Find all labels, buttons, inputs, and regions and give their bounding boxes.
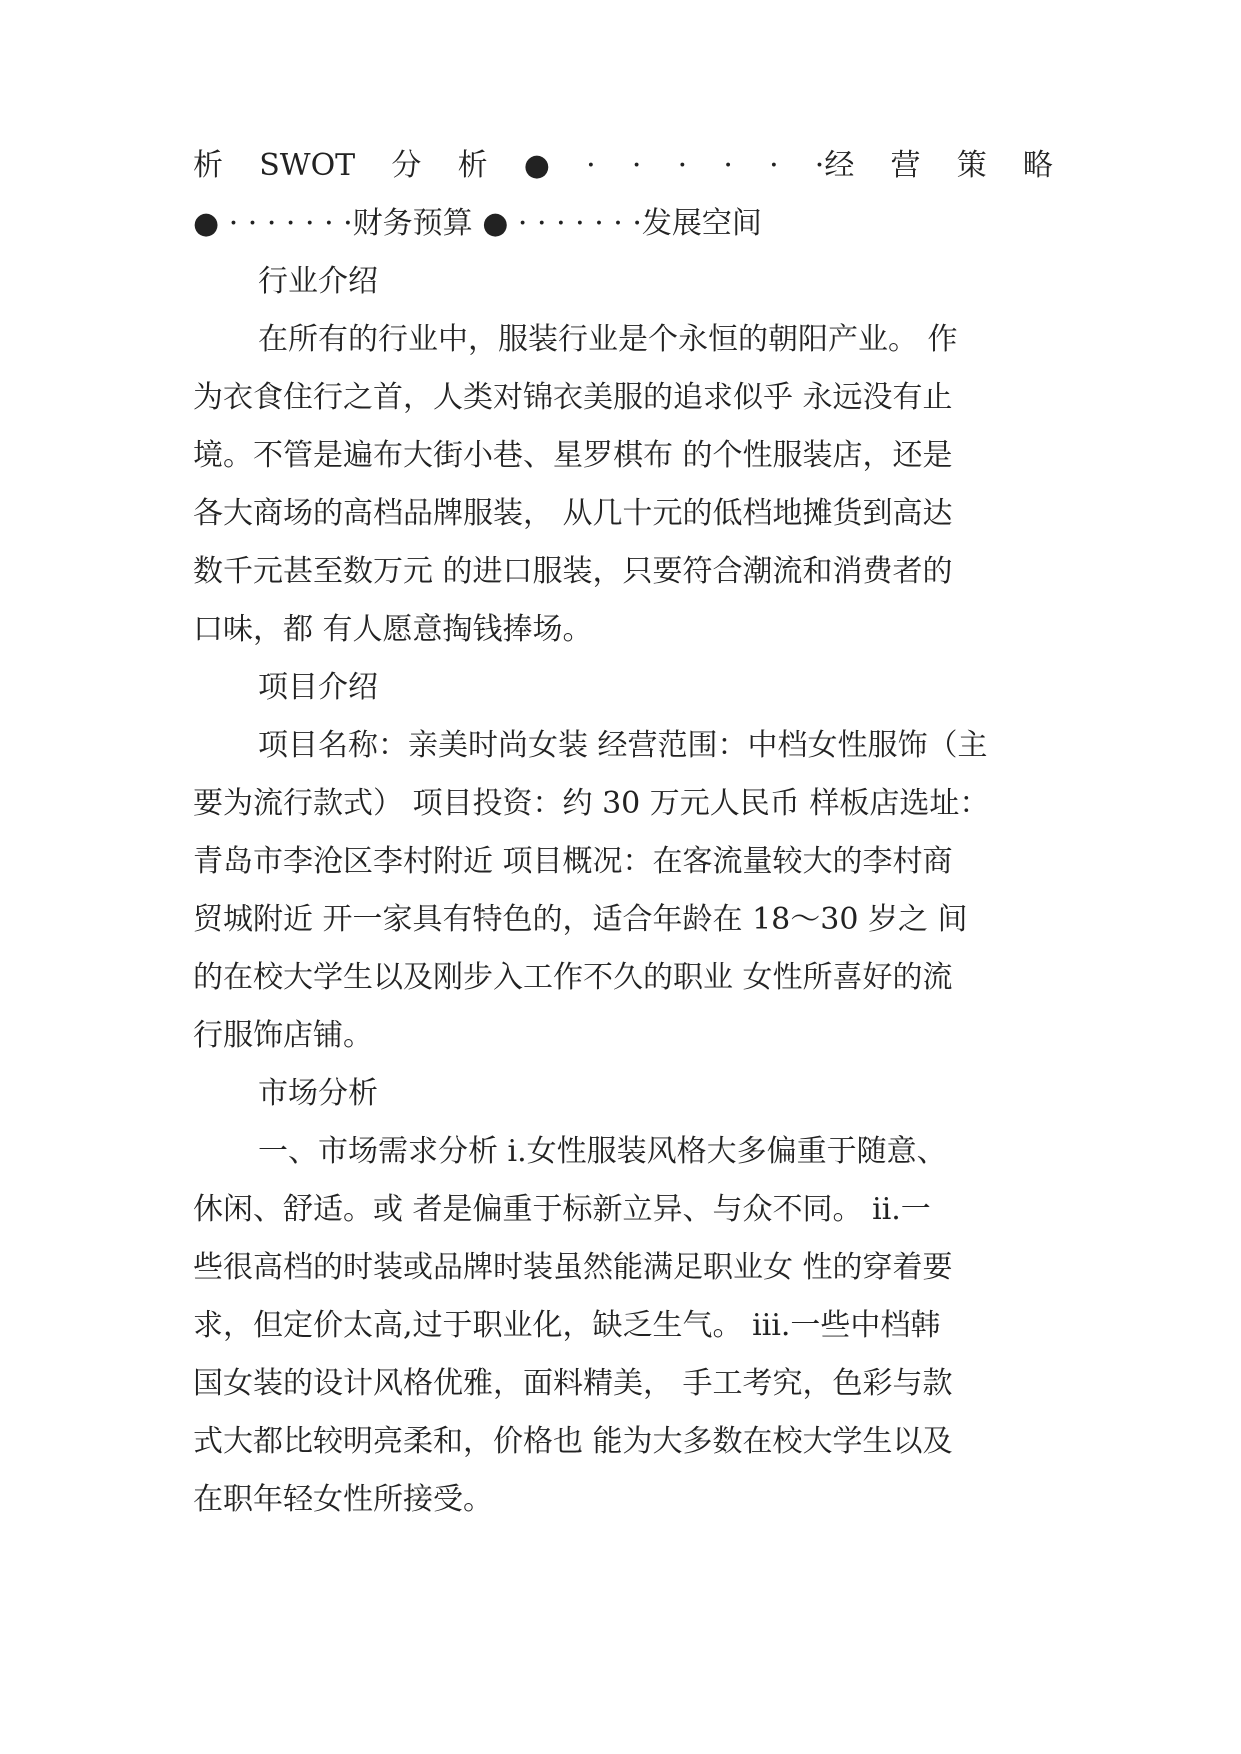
paragraph-line: 境。不管是遍布大街小巷、星罗棋布 的个性服装店，还是	[193, 438, 953, 473]
toc-word: SWOT	[259, 148, 356, 183]
paragraph-line: 一、市场需求分析 ⅰ.女性服装风格大多偏重于随意、	[258, 1134, 947, 1169]
toc-word: 分	[391, 148, 422, 183]
toc-word: ·经	[814, 148, 855, 183]
paragraph-line: 要为流行款式） 项目投资：约 30 万元人民币 样板店选址：	[193, 786, 990, 821]
paragraph-line: 项目名称：亲美时尚女装 经营范围：中档女性服饰（主	[258, 728, 988, 763]
toc-bullet: ●	[523, 148, 550, 183]
toc-dot: ·	[769, 148, 779, 183]
toc-dot: ·	[586, 148, 596, 183]
toc-line-2: ● · · · · · · ·财务预算 ● · · · · · · ·发展空间	[193, 206, 762, 241]
paragraph-line: 国女装的设计风格优雅，面料精美， 手工考究，色彩与款	[193, 1366, 953, 1401]
toc-dot: ·	[631, 148, 642, 183]
paragraph-line: 青岛市李沧区李村附近 项目概况：在客流量较大的李村商	[193, 844, 953, 879]
paragraph-line: 贸城附近 开一家具有特色的，适合年龄在 18～30 岁之 间	[193, 902, 968, 937]
paragraph-line: 行服饰店铺。	[193, 1018, 373, 1053]
toc-dot: ·	[723, 148, 733, 183]
paragraph-line: 求，但定价太高,过于职业化，缺乏生气。 ⅲ.一些中档韩	[193, 1308, 941, 1343]
paragraph-line: 的在校大学生以及刚步入工作不久的职业 女性所喜好的流	[193, 960, 953, 995]
toc-dot: ·	[677, 148, 688, 183]
paragraph-line: 在所有的行业中，服装行业是个永恒的朝阳产业。 作	[258, 322, 958, 357]
paragraph-line: 休闲、舒适。或 者是偏重于标新立异、与众不同。 ⅱ.一	[193, 1192, 931, 1227]
paragraph-line: 式大都比较明亮柔和，价格也 能为大多数在校大学生以及	[193, 1424, 953, 1459]
paragraph-line: 些很高档的时装或品牌时装虽然能满足职业女 性的穿着要	[193, 1250, 953, 1285]
paragraph-line: 数千元甚至数万元 的进口服装，只要符合潮流和消费者的	[193, 554, 953, 589]
section-heading-market: 市场分析	[258, 1076, 378, 1111]
toc-word: 略	[1022, 148, 1053, 183]
toc-word: 营	[890, 148, 921, 183]
paragraph-line: 各大商场的高档品牌服装， 从几十元的低档地摊货到高达	[193, 496, 953, 531]
section-heading-industry: 行业介绍	[258, 264, 378, 299]
section-heading-project: 项目介绍	[258, 670, 378, 705]
toc-word: 析	[457, 148, 488, 183]
toc-word: 策	[956, 148, 987, 183]
paragraph-line: 口味，都 有人愿意掏钱捧场。	[193, 612, 593, 647]
paragraph-line: 为衣食住行之首，人类对锦衣美服的追求似乎 永远没有止	[193, 380, 953, 415]
toc-line-1	[193, 146, 1053, 186]
paragraph-line: 在职年轻女性所接受。	[193, 1482, 493, 1517]
toc-word: 析	[193, 148, 223, 183]
